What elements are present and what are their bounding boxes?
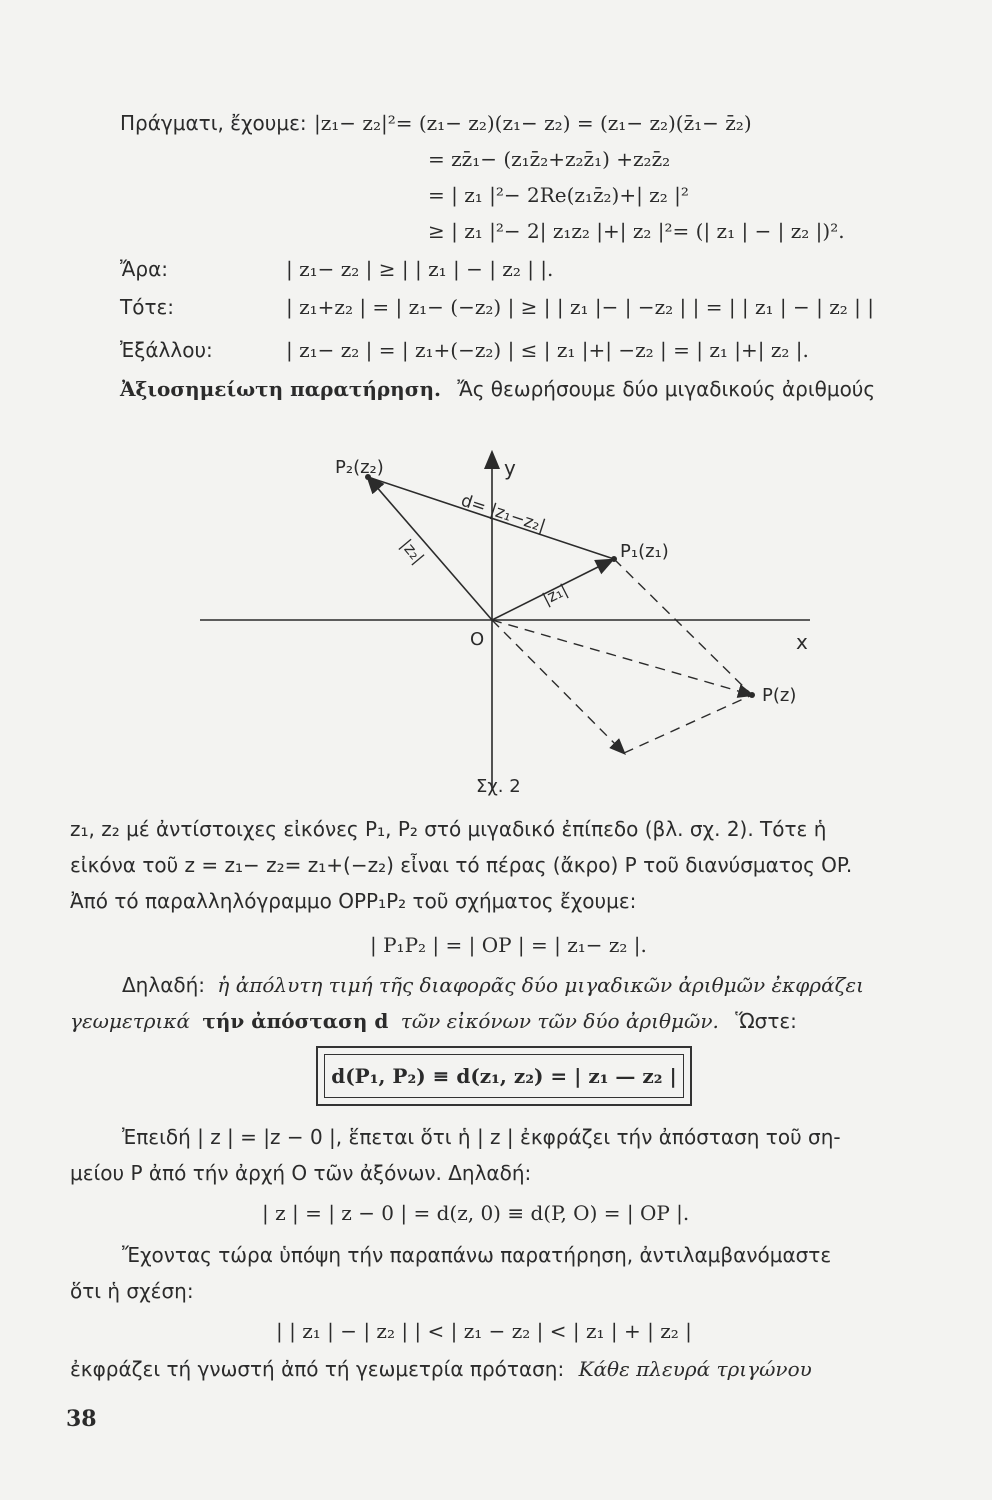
para2-line2	[70, 1008, 797, 1034]
para2-italic-3: τῶν εἰκόνων τῶν δύο ἀριθμῶν.	[400, 1009, 719, 1033]
exallou-equation: | z₁− z₂ | = | z₁+(−z₂) | ≤ | z₁ |+| −z₂ | = | z₁ |+| z₂ |.	[286, 338, 809, 362]
para4-line2: ὅτι ἡ σχέση:	[70, 1279, 194, 1303]
para2-lead: Δηλαδή:	[122, 973, 206, 997]
point-p1	[611, 556, 617, 562]
dashed-side-2	[624, 695, 752, 753]
complex-plane-figure	[190, 445, 830, 805]
para2-italic-1: ἡ ἀπόλυτη τιμή τῆς διαφορᾶς δύο μιγαδικῶν ἀριθμῶν ἐκφράζει	[217, 973, 864, 997]
label-p1: P₁(z₁)	[620, 541, 669, 562]
remark-title: Ἀξιοσημείωτη παρατήρηση.	[120, 377, 441, 401]
ara-equation: | z₁− z₂ | ≥ | | z₁ | − | z₂ | |.	[286, 257, 554, 281]
label-distance: d= |z₁−z₂|	[458, 490, 548, 537]
para3-line1: Ἐπειδή | z | = |z − 0 |, ἕπεται ὅτι ἡ | z | ἐκφράζει τήν ἀπόσταση τοῦ ση-	[122, 1125, 841, 1149]
para1-line3: Ἀπό τό παραλληλόγραμμο OPP₁P₂ τοῦ σχήματος ἔχουμε:	[70, 889, 637, 913]
label-p: P(z)	[762, 685, 797, 706]
label-y: y	[504, 456, 516, 480]
para3-line2: μείου P ἀπό τήν ἀρχή O τῶν ἀξόνων. Δηλαδή:	[70, 1161, 532, 1185]
para2-italic-2: γεωμετρικά	[70, 1009, 191, 1033]
para4-last-italic: Κάθε πλευρά τριγώνου	[578, 1357, 812, 1381]
tote-equation: | z₁+z₂ | = | z₁− (−z₂) | ≥ | | z₁ |− | −z₂ | | = | | z₁ | − | z₂ | |	[286, 295, 874, 319]
remark-line	[120, 376, 875, 402]
label-modulus-z2: |z₂|	[396, 535, 428, 568]
page-number: 38	[66, 1406, 97, 1432]
dashed-side-1	[614, 559, 752, 695]
remark-text: Ἄς θεωρήσουμε δύο μιγαδικούς ἀριθμούς	[457, 377, 876, 401]
point-p	[749, 692, 755, 698]
para4-last-line	[70, 1356, 812, 1382]
vector-minus-z2	[492, 620, 624, 753]
label-modulus-z1: |z₁|	[539, 580, 571, 609]
para2-tail: Ὥστε:	[735, 1009, 797, 1033]
figure-caption: Σχ. 2	[476, 776, 521, 797]
label-origin: O	[470, 629, 485, 650]
boxed-formula	[316, 1046, 692, 1106]
label-p2: P₂(z₂)	[335, 457, 384, 478]
para3-formula: | z | = | z − 0 | = d(z, 0) ≡ d(P, O) = | OP |.	[262, 1201, 690, 1225]
para4-last-plain: ἐκφράζει τή γνωστή ἀπό τή γεωμετρία πρόταση:	[70, 1357, 565, 1381]
ara-label: Ἄρα:	[120, 257, 168, 281]
intro-label: Πράγματι, ἔχουμε:	[120, 111, 307, 135]
para2-line1	[122, 972, 864, 998]
exallou-label: Ἐξάλλου:	[120, 338, 213, 362]
tote-label: Τότε:	[120, 295, 175, 319]
label-x: x	[796, 630, 808, 654]
boxed-formula-text: d(P₁, P₂) ≡ d(z₁, z₂) = | z₁ — z₂ |	[331, 1064, 677, 1088]
para1-line1: z₁, z₂ μέ ἀντίστοιχες εἰκόνες P₁, P₂ στό μιγαδικό ἐπίπεδο (βλ. σχ. 2). Τότε ἡ	[70, 817, 827, 841]
para2-bold: τήν ἀπόσταση d	[202, 1009, 389, 1033]
equation-line-1: |z₁− z₂|²= (z₁− z₂)(z₁− z₂) = (z₁− z₂)(z̄₁− z̄₂)	[314, 111, 752, 135]
para4-line1: Ἔχοντας τώρα ὑπόψη τήν παραπάνω παρατήρηση, ἀντιλαμβανόμαστε	[122, 1243, 832, 1267]
para4-formula: | | z₁ | − | z₂ | | < | z₁ − z₂ | < | z₁ | + | z₂ |	[276, 1319, 692, 1343]
para1-line2: εἰκόνα τοῦ z = z₁− z₂= z₁+(−z₂) εἶναι τό πέρας (ἄκρο) P τοῦ διανύσματος OP.	[70, 853, 853, 877]
equation-line-4: ≥ | z₁ |²− 2| z₁z₂ |+| z₂ |²= (| z₁ | − | z₂ |)².	[428, 219, 845, 243]
equation-line-3: = | z₁ |²− 2Re(z₁z̄₂)+| z₂ |²	[428, 183, 689, 207]
equation-line-2: = zz̄₁− (z₁z̄₂+z₂z̄₁) +z₂z̄₂	[428, 147, 671, 171]
para1-formula: | P₁P₂ | = | OP | = | z₁− z₂ |.	[370, 933, 647, 957]
